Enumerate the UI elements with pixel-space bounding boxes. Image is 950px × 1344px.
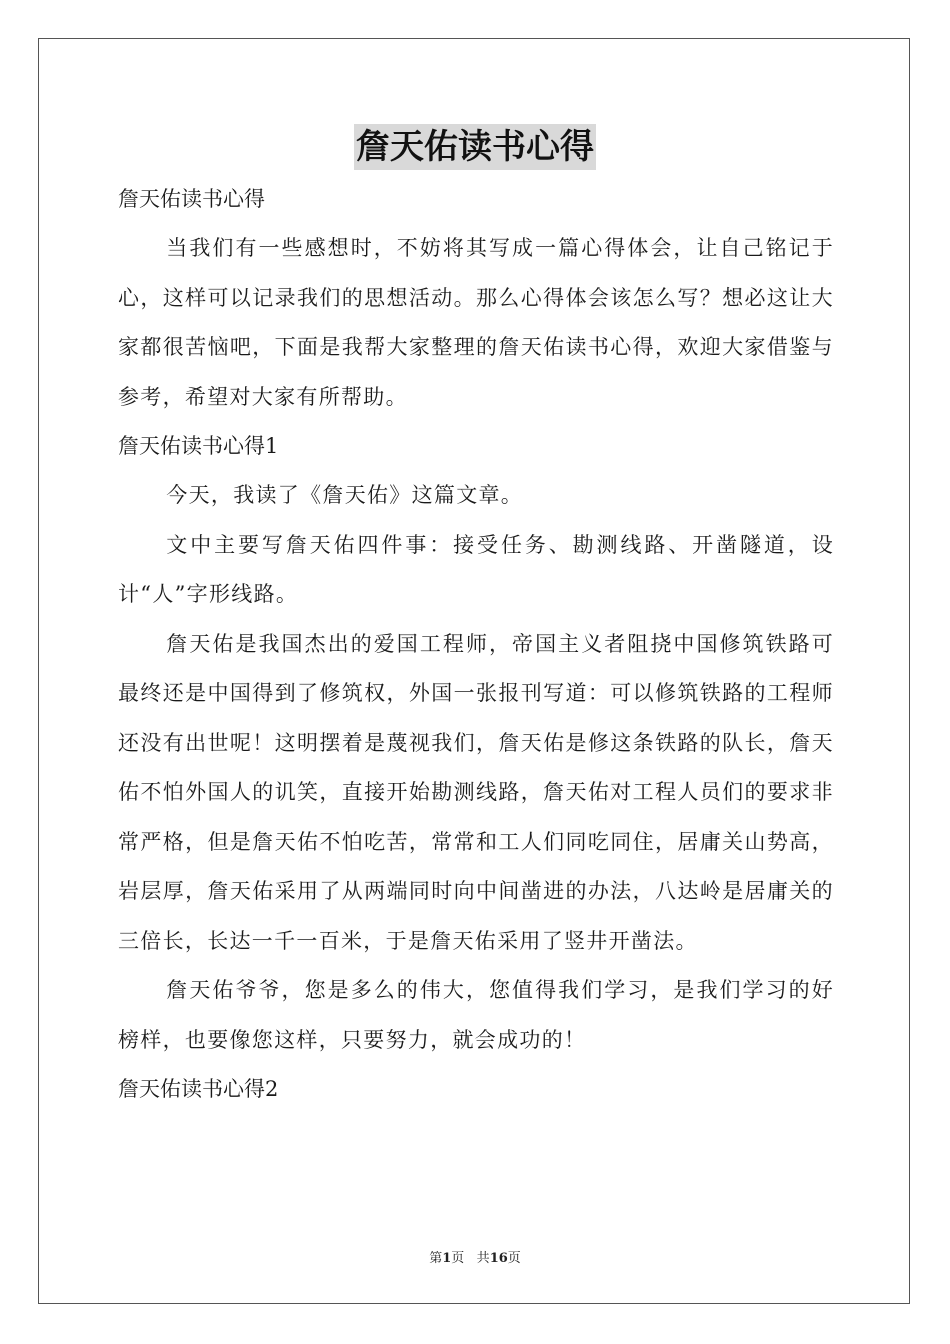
section-1-paragraph-4: 詹天佑爷爷，您是多么的伟大，您值得我们学习，是我们学习的好榜样，也要像您这样，只要努力，就会成功的！ (118, 978, 834, 1052)
title-container (0, 124, 950, 170)
footer-total-suffix: 页 (507, 1251, 521, 1266)
document-body (118, 175, 834, 1114)
section-1-paragraph-3: 詹天佑是我国杰出的爱国工程师，帝国主义者阻挠中国修筑铁路可最终还是中国得到了修筑权，外国一张报刊写道：可以修筑铁路的工程师还没有出世呢！这明摆着是蔑视我们，詹天佑是修这条铁路的队长，詹天佑不怕外国人的讥笑，直接开始勘测线路，詹天佑对工程人员们的要求非常严格，但是詹天佑不怕吃苦，常常和工人们同吃同住，居庸关山势高，岩层厚，詹天佑采用了从两端同时向中间凿进的办法，八达岭是居庸关的三倍长，长达一千一百米，于是詹天佑采用了竖井开凿法。 (118, 631, 834, 953)
document-title: 詹天佑读书心得 (354, 124, 596, 170)
document-subtitle: 詹天佑读书心得 (118, 187, 265, 211)
footer-total-prefix: 共 (476, 1251, 490, 1266)
footer-current-page: 1 (442, 1251, 452, 1266)
section-1-paragraph-2: 文中主要写詹天佑四件事：接受任务、勘测线路、开凿隧道，设计“人”字形线路。 (118, 532, 834, 606)
section-1-paragraph-1: 今天，我读了《詹天佑》这篇文章。 (166, 483, 524, 507)
page-footer (0, 1247, 950, 1266)
footer-prefix: 第 (429, 1251, 443, 1266)
section-1-heading: 詹天佑读书心得1 (118, 434, 279, 458)
footer-total-pages: 16 (489, 1251, 508, 1266)
footer-page-suffix: 页 (451, 1251, 465, 1266)
section-2-heading: 詹天佑读书心得2 (118, 1077, 279, 1101)
intro-paragraph: 当我们有一些感想时，不妨将其写成一篇心得体会，让自己铭记于心，这样可以记录我们的思想活动。那么心得体会该怎么写？想必这让大家都很苦恼吧，下面是我帮大家整理的詹天佑读书心得，欢迎大家借鉴与参考，希望对大家有所帮助。 (118, 236, 834, 409)
